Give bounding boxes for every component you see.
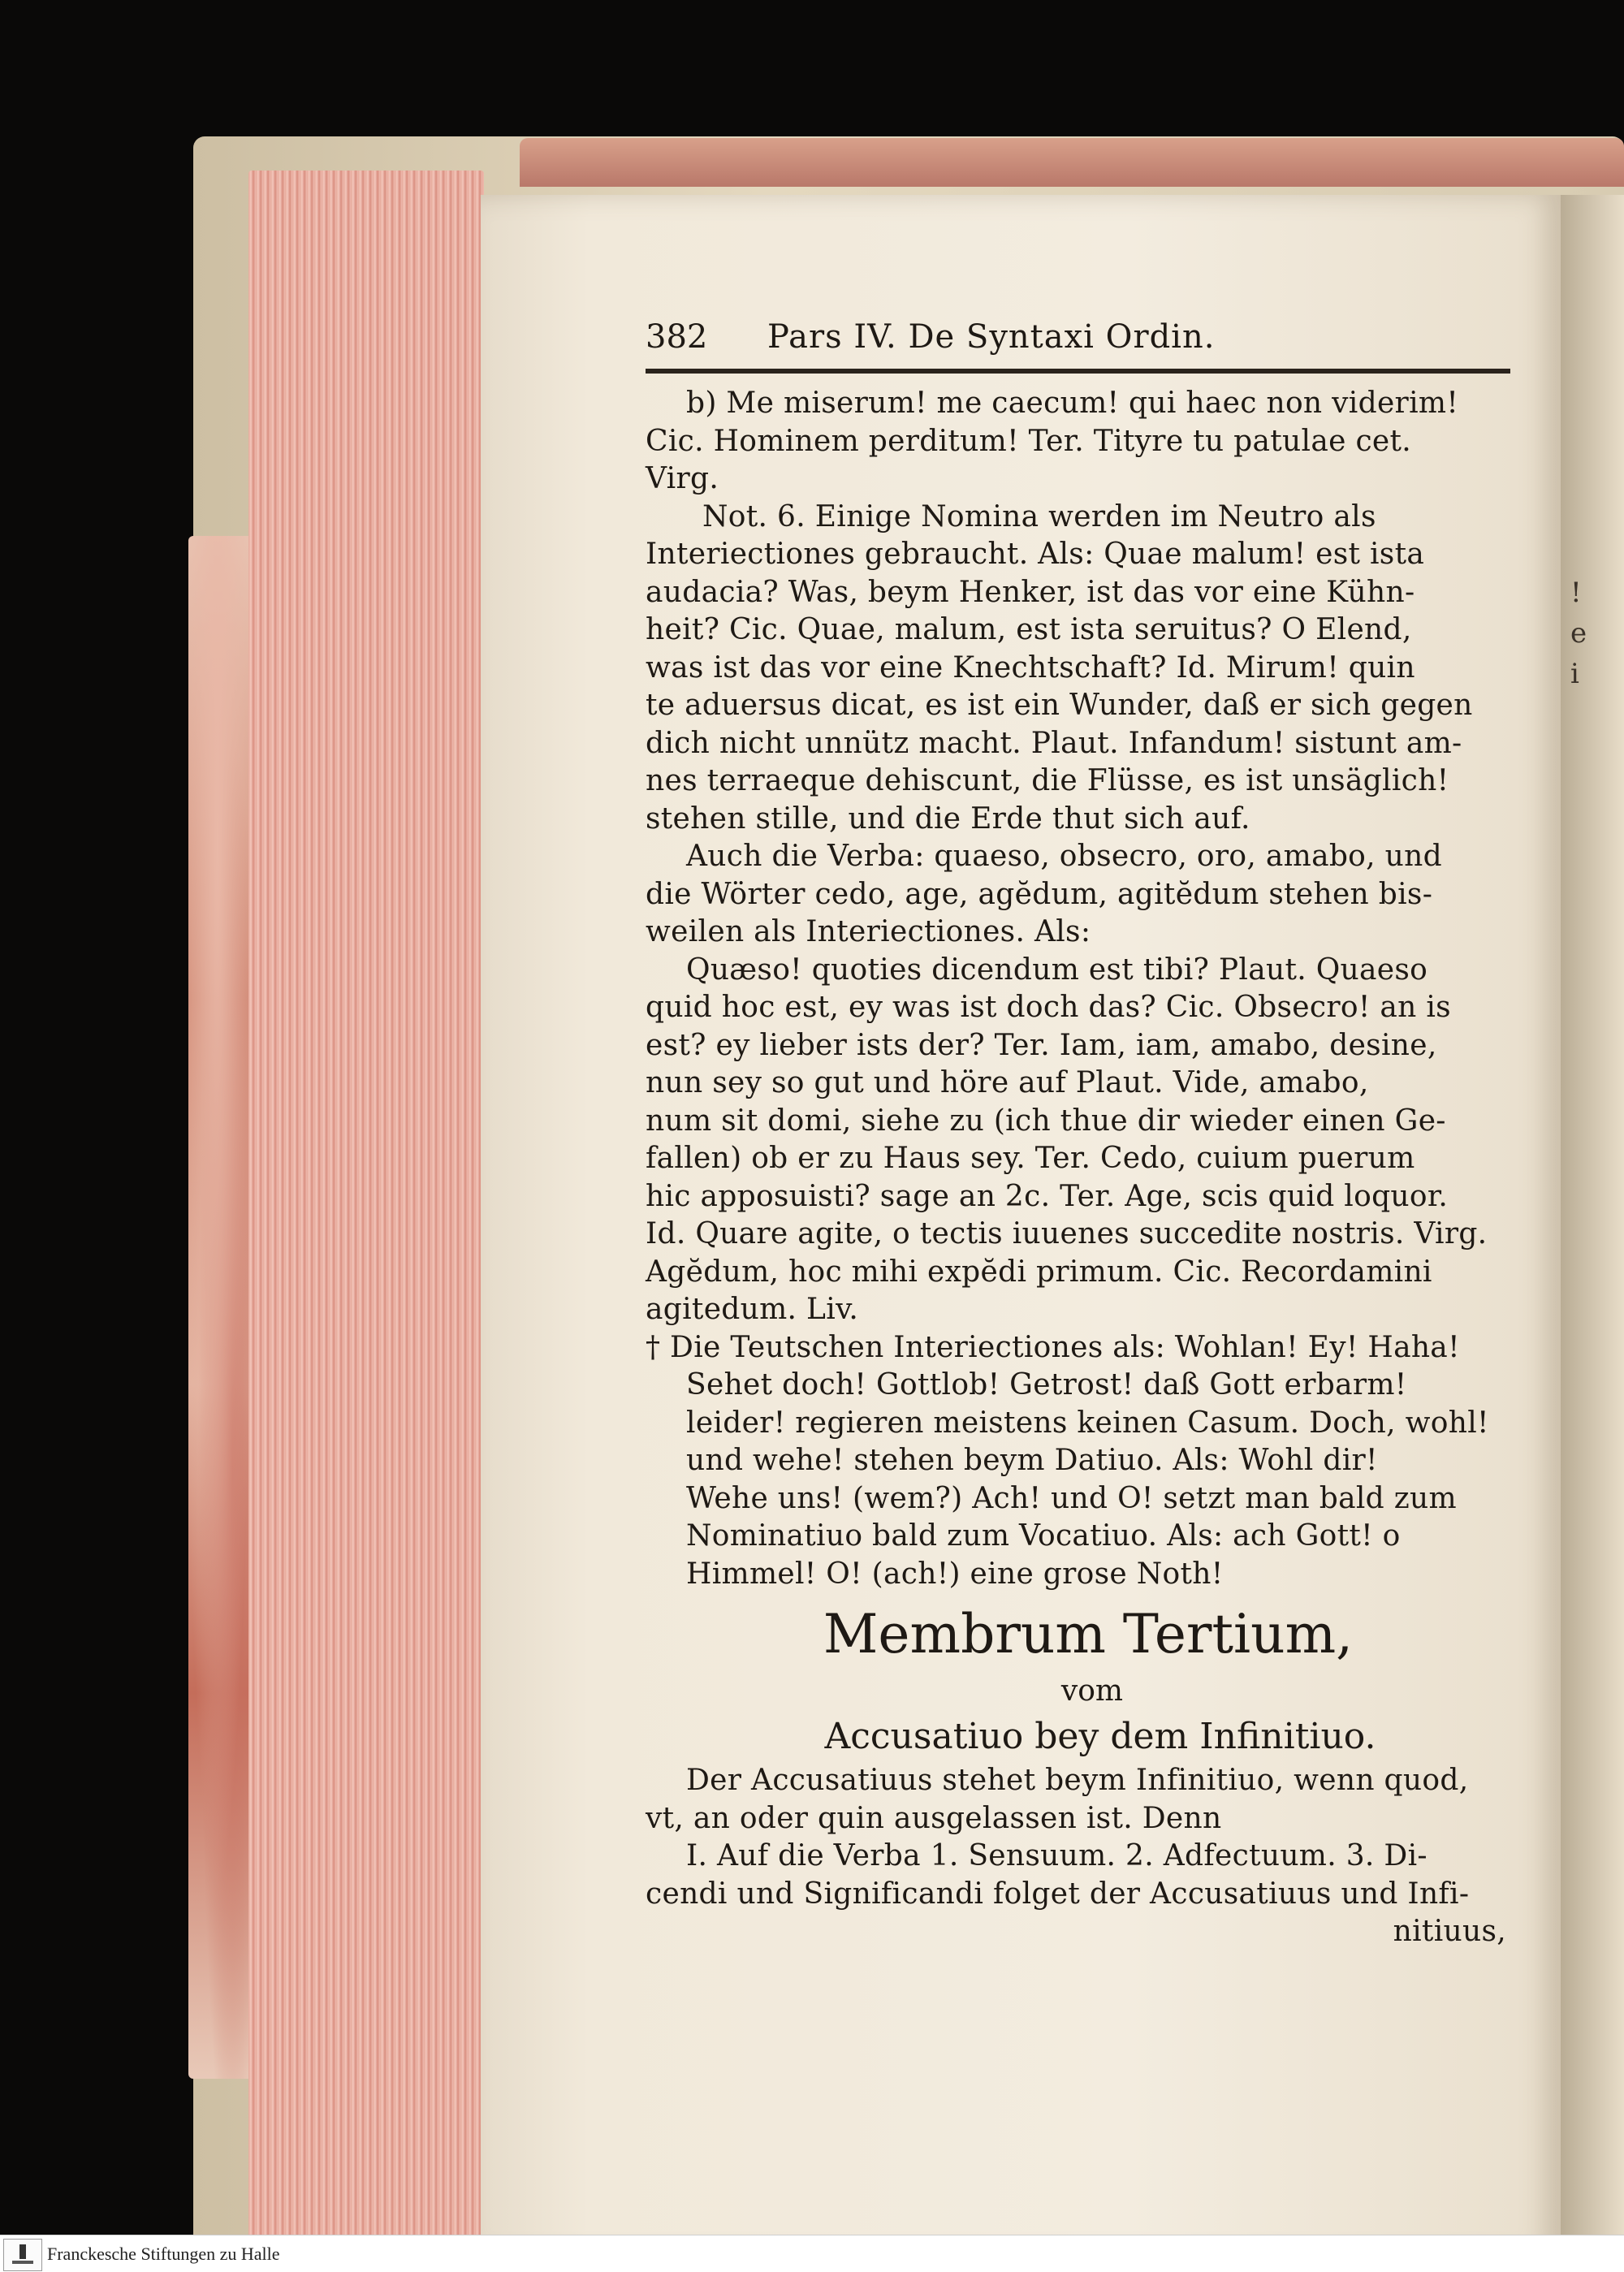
header-rule: [646, 369, 1510, 374]
running-head-title: Pars IV. De Syntaxi Ordin.: [767, 318, 1216, 356]
text-line: Sehet doch! Gottlob! Getrost! daß Gott erbarm!: [686, 1368, 1407, 1402]
text-line: heit? Cic. Quae, malum, est ista seruitus? O Elend,: [646, 613, 1412, 646]
book-top-edge: [520, 138, 1624, 187]
text-line: quid hoc est, ey was ist doch das? Cic. Obsecro! an is: [646, 991, 1451, 1024]
institution-logo-icon: [3, 2239, 42, 2271]
text-line: dich nicht unnütz macht. Plaut. Infandum! sistunt am-: [646, 726, 1462, 760]
text-line: cendi und Significandi folget der Accusatiuus und Infi-: [646, 1877, 1470, 1911]
text-line: Interiectiones gebraucht. Als: Quae malum! est ista: [646, 538, 1425, 571]
viewer-footer: [0, 2235, 1624, 2272]
body-text-continued: [646, 1762, 1506, 1951]
text-line: agitedum. Liv.: [646, 1293, 859, 1326]
text-line: vt, an oder quin ausgelassen ist. Denn: [646, 1801, 1222, 1835]
text-line: Virg.: [646, 462, 719, 495]
page-number: 382: [646, 318, 708, 356]
text-line: est? ey lieber ists der? Ter. Iam, iam, amabo, desine,: [646, 1028, 1437, 1062]
text-line: weilen als Interiectiones. Als:: [646, 915, 1091, 948]
text-line: I. Auf die Verba 1. Sensuum. 2. Adfectuum. 3. Di-: [686, 1839, 1427, 1872]
facing-page-edge: [1559, 195, 1624, 2257]
text-line: hic apposuisti? sage an 2c. Ter. Age, scis quid loquor.: [646, 1179, 1449, 1213]
text-line: b) Me miserum! me caecum! qui haec non viderim!: [686, 387, 1459, 420]
section-heading: Membrum Tertium,: [823, 1603, 1354, 1665]
section-subheading: Accusatiuo bey dem Infinitiuo.: [824, 1716, 1376, 1757]
body-text: [646, 385, 1506, 1593]
text-line: Nominatiuo bald zum Vocatiuo. Als: ach Gott! o: [686, 1519, 1401, 1553]
text-line: Der Accusatiuus stehet beym Infinitiuo, wenn quod,: [686, 1764, 1469, 1797]
text-line: Auch die Verba: quaeso, obsecro, oro, amabo, und: [686, 840, 1442, 873]
text-line: Quæso! quoties dicendum est tibi? Plaut. Quaeso: [686, 952, 1428, 987]
text-line: nun sey so gut und höre auf Plaut. Vide, amabo,: [646, 1066, 1369, 1099]
text-line: Himmel! O! (ach!) eine grose Noth!: [686, 1557, 1224, 1591]
institution-name: Franckesche Stiftungen zu Halle: [47, 2244, 280, 2264]
running-header: [646, 318, 1506, 367]
text-line: num sit domi, siehe zu (ich thue dir wieder einen Ge-: [646, 1104, 1446, 1138]
text-line: Not. 6. Einige Nomina werden im Neutro als: [702, 499, 1376, 533]
text-line: audacia? Was, beym Henker, ist das vor eine Kühn-: [646, 575, 1415, 609]
text-line: leider! regieren meistens keinen Casum. Doch, wohl!: [686, 1406, 1489, 1440]
text-line: nes terraeque dehiscunt, die Flüsse, es ist unsäglich!: [646, 764, 1449, 797]
page-text: [646, 318, 1506, 1951]
text-line: te aduersus dicat, es ist ein Wunder, daß er sich gegen: [646, 689, 1473, 722]
text-line: Id. Quare agite, o tectis iuuenes succedite nostris. Virg.: [646, 1217, 1488, 1250]
text-line: nitiuus,: [1393, 1915, 1506, 1948]
text-line: Wehe uns! (wem?) Ach! und O! setzt man bald zum: [686, 1481, 1457, 1515]
facing-page-fragment: !: [1570, 577, 1582, 609]
facing-page-fragment: i: [1570, 658, 1579, 690]
facing-page-fragment: e: [1570, 617, 1587, 650]
text-line: was ist das vor eine Knechtschaft? Id. Mirum! quin: [646, 650, 1415, 685]
page-edges: [248, 171, 484, 2241]
text-line: fallen) ob er zu Haus sey. Ter. Cedo, cuium puerum: [646, 1142, 1415, 1175]
text-line: Cic. Hominem perditum! Ter. Tityre tu patulae cet.: [646, 424, 1412, 458]
text-line: die Wörter cedo, age, agĕdum, agitĕdum stehen bis-: [646, 877, 1433, 911]
text-line: † Die Teutschen Interiectiones als: Wohlan! Ey! Haha!: [646, 1330, 1460, 1364]
text-line: und wehe! stehen beym Datiuo. Als: Wohl dir!: [686, 1444, 1378, 1477]
text-line: stehen stille, und die Erde thut sich auf.: [646, 801, 1250, 836]
text-line: Agĕdum, hoc mihi expĕdi primum. Cic. Recordamini: [646, 1255, 1432, 1289]
section-heading-vom: vom: [1060, 1674, 1124, 1708]
